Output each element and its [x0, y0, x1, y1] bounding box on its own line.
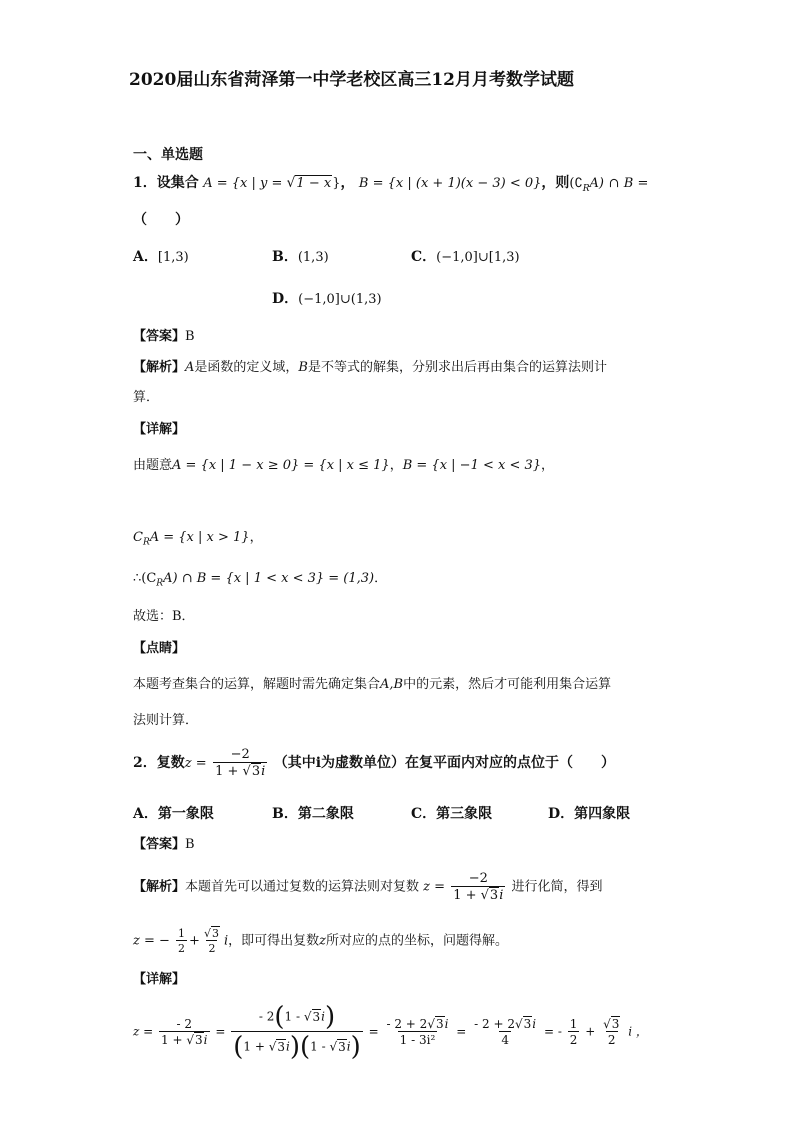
q1-analysis-mid1: 是函数的定义域，	[194, 360, 299, 375]
q2-analysis-l2-z: z = −	[133, 933, 170, 949]
q2-fraction-den-pre: 1 +	[215, 764, 243, 779]
q2-detail-frac2-num-i: i	[321, 1009, 325, 1024]
q2-option-d[interactable]	[548, 807, 630, 821]
q2-detail-frac1-den-pre: 1 +	[161, 1033, 187, 1047]
q1-analysis-mid2: 是不等式的解集，分别求出后再由集合的运算法则计	[307, 360, 607, 375]
q1-detail-l1-end: ，	[541, 458, 555, 473]
q1-comment-l1-post: 中的元素，然后才可能利用集合运算	[403, 677, 612, 692]
q1-option-a-value: [1,3)	[157, 250, 189, 265]
q2-analysis-tag: 【解析】	[133, 879, 186, 895]
q1-option-d-label: D．	[272, 291, 299, 307]
q1-comment-line2: 法则计算．	[133, 713, 199, 728]
q1-set-b: B = {x | (x + 1)(x − 3) < 0}	[358, 176, 542, 191]
q2-fraction-den-i: i	[261, 764, 266, 779]
q2-option-c[interactable]	[411, 807, 492, 821]
q1-answer	[133, 330, 195, 343]
q1-detail-line2	[133, 531, 263, 548]
q1-expr-b: B =	[623, 176, 649, 191]
q2-analysis-fraction-den-sqrt: 3	[489, 888, 499, 903]
q2-option-b-label: B．	[272, 806, 298, 822]
q1-set-a-close: }	[332, 176, 341, 191]
q2-detail-frac6-num-sqrt: 3	[611, 1017, 620, 1031]
q2-detail-eq1: =	[215, 1024, 226, 1039]
q1-detail-l3-pre: ∴(C	[133, 571, 157, 586]
q2-detail-frac5	[568, 1018, 580, 1046]
q2-detail-frac2-den-a-sqrt: 3	[277, 1039, 285, 1054]
q1-stem-prefix: 设集合	[156, 175, 199, 191]
q2-analysis-fraction: $\frac{-2}{1 + √3i}$	[453, 871, 504, 903]
q2-analysis-l2-post: ，即可得出复数	[228, 933, 320, 949]
q2-fraction-num: −2	[230, 747, 250, 762]
q2-detail-eq3: =	[456, 1024, 467, 1039]
q2-detail-frac5-den: 2	[569, 1033, 578, 1047]
q2-analysis-l2-frac2-den: 2	[208, 942, 216, 955]
q2-detail-frac6-den: 2	[607, 1033, 616, 1047]
q2-analysis-line1	[133, 872, 603, 902]
q1-detail-l1-b: B = {x | −1 < x < 3}	[402, 458, 542, 473]
q1-then: ，则	[541, 175, 570, 191]
q2-fraction-den-sqrt: 3	[251, 764, 261, 779]
q2-analysis-l2-frac1-num: 1	[178, 927, 186, 940]
q2-detail-frac4-num-i: i	[532, 1017, 537, 1031]
q2-analysis-fraction-den-i: i	[499, 888, 504, 903]
q2-detail-tag: 【详解】	[133, 972, 186, 987]
q2-analysis-l2-end: 所对应的点的坐标，问题得解。	[326, 933, 509, 949]
q2-option-d-value: 第四象限	[574, 806, 631, 822]
q1-detail-l3-cap: ∩	[181, 571, 193, 586]
q1-expr-a: A)	[589, 176, 604, 191]
q2-analysis-l1-post: 进行化简，得到	[511, 879, 603, 895]
q2-detail-frac2-den-b-sqrt: 3	[338, 1039, 346, 1054]
q2-option-d-label: D．	[548, 806, 575, 822]
q2-stem-suffix: （其中i为虚数单位）在复平面内对应的点位于（ ）	[273, 755, 616, 771]
q1-option-c-label: C．	[411, 249, 437, 265]
q1-detail-tag: 【详解】	[133, 422, 186, 437]
q1-analysis-a: A	[185, 360, 195, 375]
q1-option-d[interactable]	[272, 292, 382, 306]
q1-detail-l3-end: ．	[374, 571, 388, 586]
q2-detail-frac2-den-b: 1 -	[310, 1039, 330, 1054]
q2-stem	[133, 748, 615, 778]
q1-option-a[interactable]	[133, 250, 189, 264]
q2-answer-value: B	[185, 837, 195, 852]
q2-detail-frac1: $\frac{- 2}{1 + √3i}$	[161, 1017, 208, 1047]
q2-option-a-label: A．	[133, 806, 158, 822]
q1-comment-line1	[133, 678, 611, 691]
q2-analysis-l2-frac2-num: 3	[211, 927, 219, 940]
q2-detail-frac3-num-i: i	[444, 1017, 449, 1031]
q1-detail-l2-sub: R	[142, 537, 150, 548]
q2-detail-frac2-den-a-i: i	[286, 1039, 290, 1054]
q2-analysis-l2-frac2: $\frac{√3}{2}$	[203, 927, 219, 955]
q1-comment-tag: 【点睛】	[133, 641, 186, 656]
q2-detail-frac2-den-a: 1 +	[243, 1039, 269, 1054]
q2-detail-frac2-num-pre: - 2	[258, 1009, 275, 1024]
q1-option-b-value: (1,3)	[297, 250, 329, 265]
q1-detail-l1-prefix: 由题意	[133, 458, 173, 473]
q2-option-a[interactable]	[133, 807, 214, 821]
q2-analysis-l2-plus: +	[189, 933, 200, 949]
q1-paren: （ ）	[133, 212, 189, 228]
q1-set-a: A = {x | y =	[203, 176, 287, 191]
q2-detail-z: z =	[133, 1024, 154, 1039]
q1-answer-value: B	[185, 329, 195, 344]
q1-detail-l3-sub: R	[156, 578, 164, 589]
q1-option-b-label: B．	[272, 249, 298, 265]
q2-detail-frac4: $\frac{- 2 + 2√3i}{4}$	[474, 1017, 537, 1047]
q2-analysis-l2-z2: z	[319, 933, 327, 949]
q2-detail-frac3-num: - 2 + 2	[386, 1017, 428, 1031]
q2-option-c-label: C．	[411, 806, 437, 822]
q2-detail-tail: i ，	[628, 1024, 648, 1039]
section-heading: 一、单选题	[133, 147, 203, 163]
q2-detail-frac2-num-sqrt: 3	[312, 1009, 321, 1024]
q2-number: 2．	[133, 755, 157, 771]
q2-fraction: $\frac{-2}{1 + √3i}$	[215, 747, 266, 779]
q2-z-eq: z =	[184, 756, 207, 771]
q2-detail-frac2-den-b-i: i	[346, 1039, 351, 1054]
q2-analysis-l2-frac1	[176, 928, 187, 954]
q1-expr-cap: ∩	[608, 176, 620, 191]
q2-answer-tag: 【答案】	[133, 837, 186, 852]
q1-analysis	[133, 361, 607, 374]
q1-option-c-value: (−1,0]∪[1,3)	[436, 250, 520, 265]
page-title: 2020届山东省菏泽第一中学老校区高三12月月考数学试题	[129, 70, 574, 90]
q1-option-d-value: (−1,0]∪(1,3)	[298, 292, 382, 307]
q2-detail-frac1-den-sqrt: 3	[195, 1033, 203, 1047]
q2-analysis-z: z =	[423, 879, 446, 895]
q2-analysis-fraction-num: −2	[468, 871, 488, 886]
q2-analysis-l1: 本题首先可以通过复数的运算法则对复数	[185, 879, 420, 895]
q2-analysis-fraction-den-pre: 1 +	[453, 888, 481, 903]
q2-detail-frac5-num: 1	[569, 1017, 578, 1031]
q1-stem: 1．设集合 A = {x | y = √1 − x}， B = {x | (x + 1)(x − 3) < 0}，则$(∁_RA)$ ∩ B =	[133, 175, 649, 194]
q2-option-a-value: 第一象限	[157, 806, 214, 822]
q2-option-b[interactable]	[272, 807, 354, 821]
q2-option-c-value: 第三象限	[436, 806, 493, 822]
q2-analysis-l2-frac1-den: 2	[178, 942, 186, 955]
q2-detail-frac4-num-sqrt: 3	[523, 1017, 532, 1031]
q1-detail-l3-rest: B = {x | 1 < x < 3} = (1,3)	[196, 571, 375, 586]
q2-detail-frac6: $\frac{√3}{2}$	[603, 1017, 620, 1047]
q1-detail-l3-mid: A)	[163, 571, 178, 586]
q2-detail-frac2-num-inner: 1 -	[284, 1009, 304, 1024]
q1-detail-l2-rest: A = {x | x > 1}	[149, 530, 250, 545]
q1-detail-l1-comma: ，	[389, 458, 403, 473]
q1-choose: 故选：B．	[133, 609, 195, 624]
q2-detail-frac4-den: 4	[501, 1033, 509, 1047]
q1-option-a-label: A．	[133, 249, 158, 265]
q2-detail-frac3: $\frac{- 2 + 2√3i}{\text{1 - 3i²}}$	[386, 1017, 449, 1047]
q2-analysis-l2-i: i	[223, 933, 229, 949]
q1-expr-op: (∁	[569, 176, 583, 191]
q1-detail-line1	[133, 459, 554, 472]
q2-analysis-line2	[133, 928, 508, 954]
q2-detail-plus: +	[585, 1024, 596, 1039]
q2-detail-frac4-num: - 2 + 2	[474, 1017, 515, 1031]
q1-sqrt-a: 1 − x	[296, 176, 332, 191]
q1-comma: ，	[340, 175, 355, 191]
q1-analysis-b: B	[298, 360, 308, 375]
q1-analysis-line2: 算．	[133, 390, 160, 405]
q2-detail-equation	[133, 1004, 648, 1060]
q1-detail-l1-a: A = {x | 1 − x ≥ 0} = {x | x ≤ 1}	[172, 458, 390, 473]
q1-analysis-tag: 【解析】	[133, 360, 186, 375]
q2-stem-prefix: 复数	[156, 755, 185, 771]
q1-detail-line3	[133, 572, 387, 589]
q1-expr-sub: R	[582, 183, 590, 194]
q2-detail-frac1-den-i: i	[203, 1033, 208, 1047]
q2-option-b-value: 第二象限	[297, 806, 354, 822]
q1-comment-l1-pre: 本题考查集合的运算，解题时需先确定集合	[133, 677, 381, 692]
q1-detail-l2-c: C	[133, 530, 143, 545]
q2-detail-frac3-den: 1 - 3i²	[399, 1033, 436, 1047]
q2-detail-frac2: $\frac{- 2(1 - √3i)}{(1 + √3i)(1 - √3i)}$	[233, 1002, 361, 1062]
q2-detail-minus: = -	[543, 1024, 562, 1039]
q1-answer-tag: 【答案】	[133, 329, 186, 344]
q1-comment-l1-sets: A,B	[380, 677, 404, 692]
q1-option-c[interactable]	[411, 250, 520, 264]
q1-number: 1．	[133, 175, 157, 191]
q1-option-b[interactable]	[272, 250, 329, 264]
q2-answer	[133, 838, 195, 851]
q2-detail-frac3-num-sqrt: 3	[435, 1017, 444, 1031]
q2-detail-frac1-num: - 2	[176, 1017, 193, 1031]
q1-detail-l2-end: ，	[249, 530, 263, 545]
q2-detail-eq2: =	[368, 1024, 379, 1039]
